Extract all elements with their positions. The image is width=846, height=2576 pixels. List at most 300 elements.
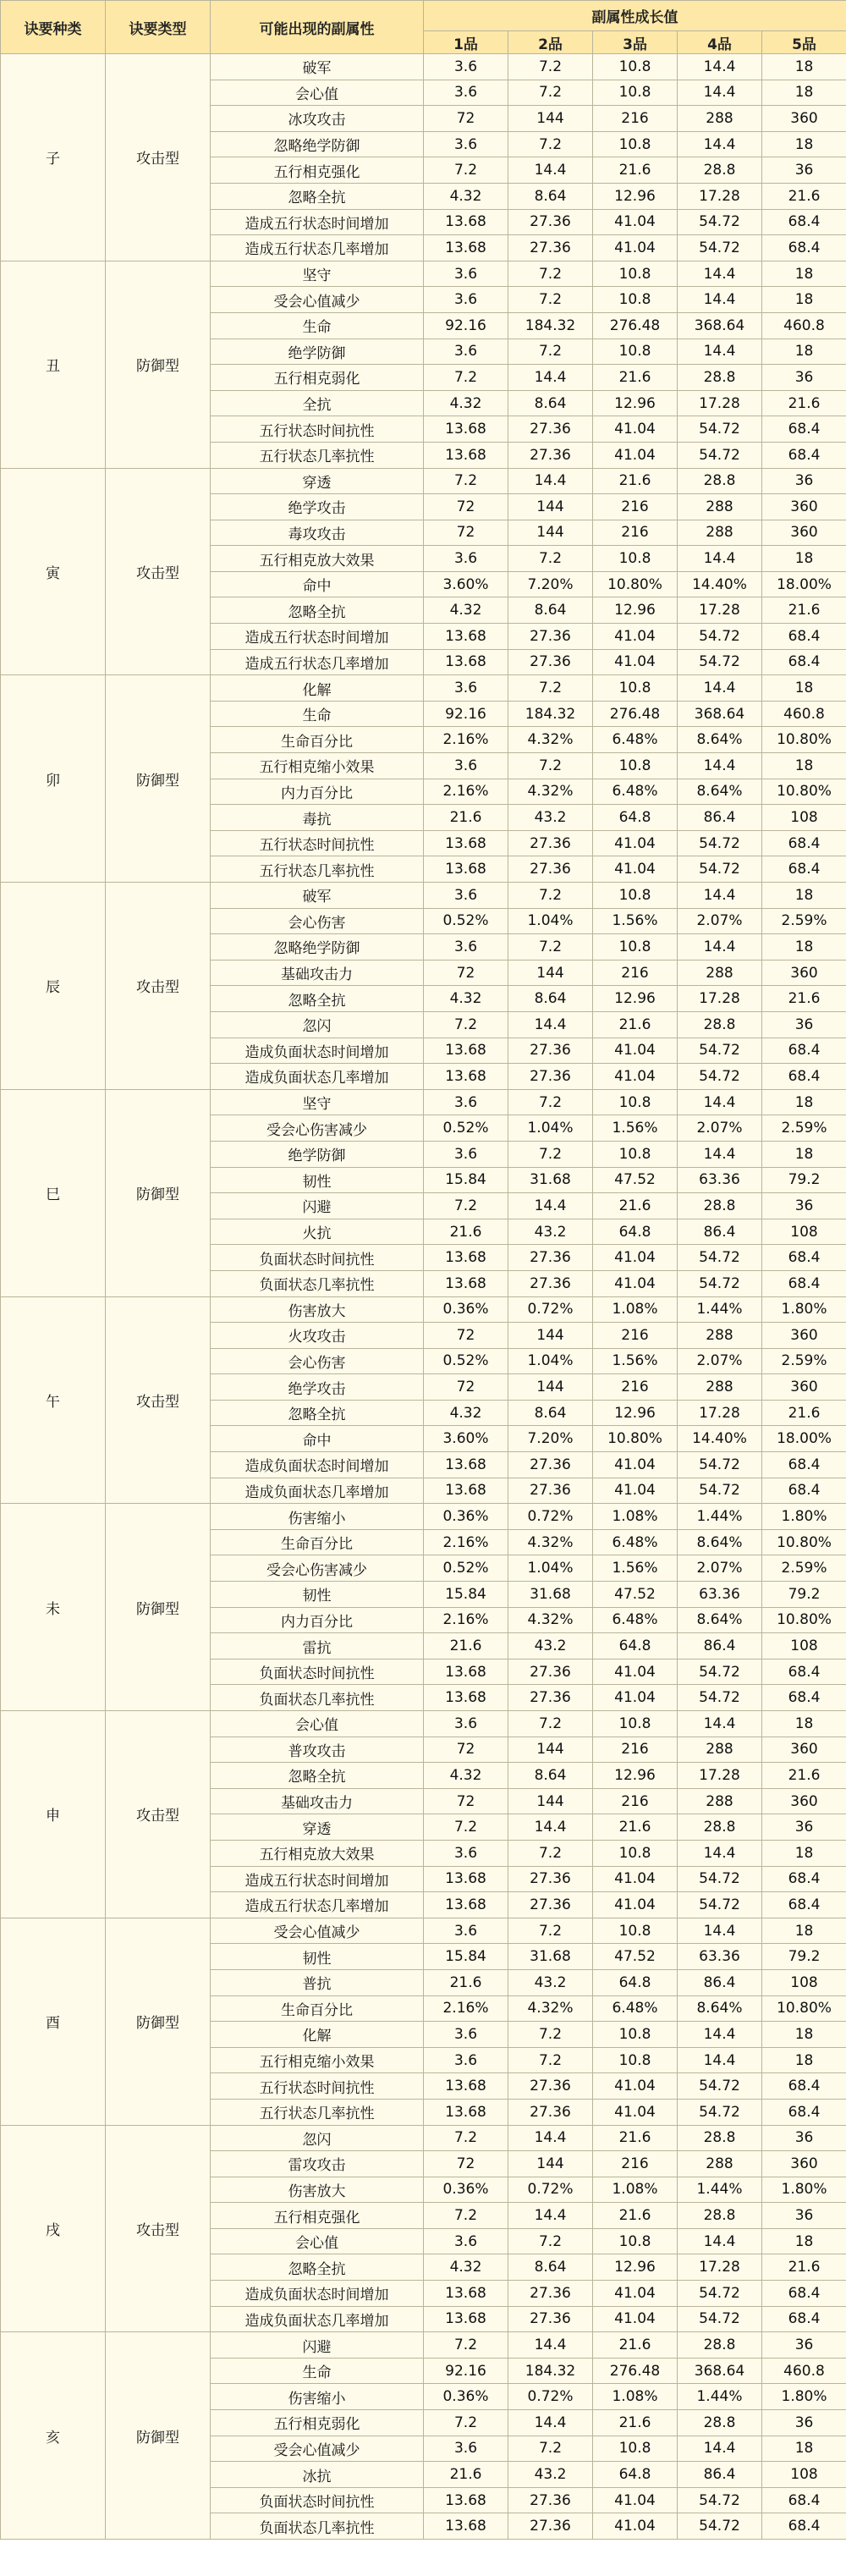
table-row — [1, 2125, 846, 2151]
attribute-name: 忽略全抗 — [211, 183, 424, 209]
growth-value: 18 — [762, 883, 846, 909]
attribute-name: 闪避 — [211, 2332, 424, 2359]
growth-value: 17.28 — [678, 390, 762, 416]
growth-value: 1.04% — [508, 1348, 593, 1374]
growth-value: 13.68 — [424, 442, 508, 468]
growth-value: 12.96 — [593, 390, 678, 416]
growth-value: 72 — [424, 960, 508, 986]
growth-value: 43.2 — [508, 805, 593, 831]
growth-value: 216 — [593, 1737, 678, 1763]
growth-value: 1.56% — [593, 1555, 678, 1582]
growth-value: 12.96 — [593, 1400, 678, 1426]
growth-value: 10.8 — [593, 2228, 678, 2254]
growth-value: 8.64% — [678, 1995, 762, 2022]
growth-value: 27.36 — [508, 1038, 593, 1064]
growth-value: 21.6 — [424, 1633, 508, 1660]
header-grade: 5品 — [762, 31, 846, 54]
group-kind: 寅 — [1, 468, 106, 675]
growth-value: 41.04 — [593, 1038, 678, 1064]
growth-value: 27.36 — [508, 2487, 593, 2513]
growth-value: 14.4 — [508, 2332, 593, 2359]
growth-value: 3.6 — [424, 131, 508, 157]
attribute-name: 忽略绝学防御 — [211, 934, 424, 960]
growth-value: 21.6 — [593, 2410, 678, 2436]
growth-value: 144 — [508, 106, 593, 132]
growth-value: 28.8 — [678, 365, 762, 391]
attribute-name: 造成五行状态时间增加 — [211, 1866, 424, 1892]
growth-value: 27.36 — [508, 2073, 593, 2100]
growth-value: 13.68 — [424, 1478, 508, 1504]
growth-value: 460.8 — [762, 312, 846, 339]
growth-value: 54.72 — [678, 1245, 762, 1271]
growth-value: 27.36 — [508, 209, 593, 235]
growth-value: 13.68 — [424, 1892, 508, 1918]
attribute-name: 生命 — [211, 701, 424, 727]
growth-value: 54.72 — [678, 1892, 762, 1918]
growth-value: 54.72 — [678, 830, 762, 856]
growth-value: 3.6 — [424, 675, 508, 702]
growth-value: 1.04% — [508, 1555, 593, 1582]
growth-value: 13.68 — [424, 2306, 508, 2332]
attribute-name: 造成负面状态几率增加 — [211, 1478, 424, 1504]
attribute-name: 破军 — [211, 54, 424, 80]
growth-value: 1.44% — [678, 1296, 762, 1323]
growth-value: 54.72 — [678, 1659, 762, 1685]
growth-value: 21.6 — [762, 1763, 846, 1789]
growth-value: 36 — [762, 1814, 846, 1841]
growth-value: 54.72 — [678, 1064, 762, 1090]
growth-value: 41.04 — [593, 209, 678, 235]
growth-value: 3.6 — [424, 2022, 508, 2048]
growth-value: 54.72 — [678, 1478, 762, 1504]
growth-value: 10.8 — [593, 2436, 678, 2462]
growth-value: 0.52% — [424, 908, 508, 934]
growth-value: 10.8 — [593, 675, 678, 702]
growth-value: 47.52 — [593, 1582, 678, 1608]
attribute-name: 绝学防御 — [211, 339, 424, 365]
growth-value: 18 — [762, 753, 846, 779]
growth-value: 54.72 — [678, 1866, 762, 1892]
growth-value: 216 — [593, 2151, 678, 2177]
attribute-name: 坚守 — [211, 1089, 424, 1115]
growth-value: 8.64% — [678, 727, 762, 753]
attribute-name: 造成五行状态几率增加 — [211, 1892, 424, 1918]
group-kind: 酉 — [1, 1918, 106, 2125]
growth-value: 43.2 — [508, 1219, 593, 1245]
growth-value: 10.80% — [762, 1529, 846, 1555]
group-type: 攻击型 — [106, 883, 211, 1090]
growth-value: 21.6 — [762, 2254, 846, 2281]
header-growth: 副属性成长值 — [424, 1, 846, 31]
header-kind: 诀要种类 — [1, 1, 106, 54]
growth-value: 144 — [508, 520, 593, 546]
growth-value: 68.4 — [762, 235, 846, 261]
growth-value: 8.64% — [678, 779, 762, 805]
growth-value: 14.4 — [508, 365, 593, 391]
growth-value: 13.68 — [424, 1038, 508, 1064]
growth-value: 14.4 — [678, 1840, 762, 1866]
attribute-name: 受会心伤害减少 — [211, 1115, 424, 1142]
growth-value: 17.28 — [678, 1400, 762, 1426]
growth-value: 41.04 — [593, 2099, 678, 2125]
growth-value: 13.68 — [424, 2487, 508, 2513]
growth-value: 10.80% — [762, 1607, 846, 1633]
attribute-name: 韧性 — [211, 1944, 424, 1970]
growth-value: 72 — [424, 520, 508, 546]
growth-value: 4.32 — [424, 390, 508, 416]
growth-value: 144 — [508, 1737, 593, 1763]
growth-value: 68.4 — [762, 2281, 846, 2307]
growth-value: 27.36 — [508, 1478, 593, 1504]
growth-value: 13.68 — [424, 1245, 508, 1271]
growth-value: 7.2 — [508, 1141, 593, 1167]
growth-value: 288 — [678, 1323, 762, 1349]
growth-value: 21.6 — [424, 805, 508, 831]
growth-value: 184.32 — [508, 312, 593, 339]
attribute-name: 会心伤害 — [211, 908, 424, 934]
growth-value: 21.6 — [424, 2462, 508, 2488]
growth-value: 68.4 — [762, 1452, 846, 1478]
growth-value: 108 — [762, 1969, 846, 1995]
growth-value: 28.8 — [678, 2332, 762, 2359]
growth-value: 72 — [424, 1374, 508, 1401]
growth-value: 27.36 — [508, 1659, 593, 1685]
header-grade: 2品 — [508, 31, 593, 54]
growth-value: 13.68 — [424, 649, 508, 675]
header-grade: 4品 — [678, 31, 762, 54]
growth-value: 0.36% — [424, 2384, 508, 2410]
growth-value: 54.72 — [678, 2306, 762, 2332]
growth-value: 108 — [762, 1219, 846, 1245]
growth-value: 54.72 — [678, 1685, 762, 1711]
growth-value: 1.56% — [593, 908, 678, 934]
growth-value: 8.64 — [508, 597, 593, 624]
growth-value: 18 — [762, 1141, 846, 1167]
attribute-name: 忽略绝学防御 — [211, 131, 424, 157]
growth-value: 7.2 — [424, 468, 508, 494]
growth-value: 13.68 — [424, 1270, 508, 1296]
growth-value: 7.2 — [424, 2332, 508, 2359]
growth-value: 54.72 — [678, 235, 762, 261]
growth-value: 18 — [762, 54, 846, 80]
growth-value: 14.4 — [678, 80, 762, 106]
attribute-name: 五行相克弱化 — [211, 2410, 424, 2436]
growth-value: 10.8 — [593, 1089, 678, 1115]
growth-value: 21.6 — [593, 2125, 678, 2151]
attribute-name: 造成五行状态几率增加 — [211, 649, 424, 675]
header-attr: 可能出现的副属性 — [211, 1, 424, 54]
growth-value: 2.59% — [762, 908, 846, 934]
growth-value: 3.6 — [424, 753, 508, 779]
growth-value: 86.4 — [678, 2462, 762, 2488]
growth-value: 10.8 — [593, 131, 678, 157]
growth-value: 7.2 — [508, 883, 593, 909]
growth-value: 14.4 — [678, 2022, 762, 2048]
growth-value: 7.2 — [508, 131, 593, 157]
growth-value: 27.36 — [508, 1892, 593, 1918]
growth-value: 92.16 — [424, 701, 508, 727]
growth-value: 13.68 — [424, 1866, 508, 1892]
growth-value: 1.56% — [593, 1115, 678, 1142]
growth-value: 68.4 — [762, 2099, 846, 2125]
growth-value: 36 — [762, 157, 846, 184]
growth-value: 276.48 — [593, 312, 678, 339]
growth-value: 13.68 — [424, 830, 508, 856]
attribute-name: 造成负面状态几率增加 — [211, 2306, 424, 2332]
growth-value: 21.6 — [593, 468, 678, 494]
growth-value: 18 — [762, 287, 846, 313]
attribute-name: 雷抗 — [211, 1633, 424, 1660]
growth-value: 360 — [762, 2151, 846, 2177]
growth-value: 14.4 — [678, 131, 762, 157]
growth-value: 27.36 — [508, 2099, 593, 2125]
growth-value: 288 — [678, 2151, 762, 2177]
growth-value: 41.04 — [593, 2281, 678, 2307]
growth-value: 4.32 — [424, 183, 508, 209]
growth-value: 7.2 — [508, 54, 593, 80]
growth-value: 10.8 — [593, 1711, 678, 1737]
attribute-name: 生命百分比 — [211, 1995, 424, 2022]
group-kind: 丑 — [1, 261, 106, 468]
attribute-name: 受会心值减少 — [211, 2436, 424, 2462]
growth-value: 1.08% — [593, 1296, 678, 1323]
group-type: 攻击型 — [106, 1296, 211, 1504]
attribute-name: 绝学攻击 — [211, 494, 424, 520]
growth-value: 14.4 — [678, 1141, 762, 1167]
growth-value: 360 — [762, 106, 846, 132]
growth-value: 108 — [762, 805, 846, 831]
group-kind: 卯 — [1, 675, 106, 883]
growth-value: 28.8 — [678, 1814, 762, 1841]
growth-value: 144 — [508, 1788, 593, 1814]
growth-value: 1.56% — [593, 1348, 678, 1374]
attribute-name: 绝学攻击 — [211, 1374, 424, 1401]
growth-value: 41.04 — [593, 649, 678, 675]
growth-value: 27.36 — [508, 1270, 593, 1296]
growth-value: 288 — [678, 1737, 762, 1763]
growth-value: 36 — [762, 2332, 846, 2359]
growth-value: 41.04 — [593, 1659, 678, 1685]
growth-value: 2.07% — [678, 1348, 762, 1374]
group-type: 攻击型 — [106, 468, 211, 675]
growth-value: 64.8 — [593, 805, 678, 831]
growth-value: 68.4 — [762, 649, 846, 675]
attribute-name: 受会心伤害减少 — [211, 1555, 424, 1582]
growth-value: 2.59% — [762, 1348, 846, 1374]
table-row — [1, 468, 846, 494]
growth-value: 3.6 — [424, 339, 508, 365]
growth-value: 10.8 — [593, 934, 678, 960]
group-type: 攻击型 — [106, 1711, 211, 1918]
growth-value: 10.8 — [593, 1918, 678, 1944]
growth-value: 7.20% — [508, 1426, 593, 1452]
growth-value: 8.64 — [508, 183, 593, 209]
growth-value: 14.4 — [508, 2125, 593, 2151]
attribute-name: 生命 — [211, 312, 424, 339]
growth-value: 64.8 — [593, 1219, 678, 1245]
growth-value: 14.4 — [508, 157, 593, 184]
growth-value: 3.6 — [424, 2436, 508, 2462]
growth-value: 0.72% — [508, 1296, 593, 1323]
attribute-name: 忽闪 — [211, 2125, 424, 2151]
growth-value: 10.8 — [593, 546, 678, 572]
growth-value: 21.6 — [762, 390, 846, 416]
growth-value: 41.04 — [593, 2306, 678, 2332]
growth-value: 12.96 — [593, 1763, 678, 1789]
attribute-name: 造成五行状态几率增加 — [211, 235, 424, 261]
growth-value: 1.08% — [593, 1504, 678, 1530]
growth-value: 41.04 — [593, 624, 678, 650]
growth-value: 68.4 — [762, 1245, 846, 1271]
growth-value: 68.4 — [762, 1270, 846, 1296]
growth-value: 54.72 — [678, 856, 762, 883]
growth-value: 360 — [762, 1788, 846, 1814]
growth-value: 18 — [762, 675, 846, 702]
group-type: 防御型 — [106, 1504, 211, 1711]
growth-value: 14.4 — [508, 468, 593, 494]
attribute-name: 五行相克放大效果 — [211, 1840, 424, 1866]
growth-value: 3.6 — [424, 261, 508, 287]
growth-value: 2.16% — [424, 1995, 508, 2022]
growth-value: 17.28 — [678, 597, 762, 624]
growth-value: 2.16% — [424, 779, 508, 805]
growth-value: 18 — [762, 1918, 846, 1944]
growth-value: 216 — [593, 106, 678, 132]
growth-value: 28.8 — [678, 468, 762, 494]
attribute-name: 负面状态几率抗性 — [211, 1685, 424, 1711]
growth-value: 54.72 — [678, 1452, 762, 1478]
growth-value: 18 — [762, 546, 846, 572]
attribute-name: 造成负面状态几率增加 — [211, 1064, 424, 1090]
growth-value: 10.80% — [762, 779, 846, 805]
growth-value: 17.28 — [678, 986, 762, 1012]
growth-value: 72 — [424, 494, 508, 520]
growth-value: 79.2 — [762, 1582, 846, 1608]
growth-value: 27.36 — [508, 416, 593, 443]
growth-value: 3.60% — [424, 571, 508, 597]
growth-value: 18 — [762, 934, 846, 960]
growth-value: 7.2 — [424, 157, 508, 184]
growth-value: 27.36 — [508, 2306, 593, 2332]
attribute-name: 毒攻攻击 — [211, 520, 424, 546]
growth-value: 3.60% — [424, 1426, 508, 1452]
group-type: 防御型 — [106, 1089, 211, 1296]
growth-value: 21.6 — [593, 1011, 678, 1038]
attribute-name: 火抗 — [211, 1219, 424, 1245]
attribute-name: 五行状态几率抗性 — [211, 856, 424, 883]
growth-value: 18 — [762, 1711, 846, 1737]
growth-value: 14.4 — [678, 546, 762, 572]
growth-value: 18.00% — [762, 1426, 846, 1452]
growth-value: 36 — [762, 2410, 846, 2436]
attribute-name: 生命 — [211, 2358, 424, 2384]
growth-value: 1.80% — [762, 2384, 846, 2410]
growth-value: 7.2 — [424, 1193, 508, 1219]
growth-value: 7.2 — [424, 1814, 508, 1841]
attribute-name: 五行相克缩小效果 — [211, 753, 424, 779]
attribute-name: 绝学防御 — [211, 1141, 424, 1167]
growth-value: 28.8 — [678, 2125, 762, 2151]
group-kind: 巳 — [1, 1089, 106, 1296]
growth-value: 14.4 — [508, 2410, 593, 2436]
growth-value: 72 — [424, 1788, 508, 1814]
growth-value: 28.8 — [678, 157, 762, 184]
growth-value: 8.64 — [508, 1763, 593, 1789]
growth-value: 68.4 — [762, 1892, 846, 1918]
growth-value: 368.64 — [678, 701, 762, 727]
growth-value: 360 — [762, 960, 846, 986]
attribute-name: 化解 — [211, 2022, 424, 2048]
attribute-name: 内力百分比 — [211, 779, 424, 805]
attribute-name: 伤害缩小 — [211, 1504, 424, 1530]
growth-value: 27.36 — [508, 624, 593, 650]
growth-value: 288 — [678, 106, 762, 132]
growth-value: 21.6 — [593, 1814, 678, 1841]
growth-value: 54.72 — [678, 2513, 762, 2540]
attribute-name: 普抗 — [211, 1969, 424, 1995]
header-type: 诀要类型 — [106, 1, 211, 54]
group-type: 攻击型 — [106, 2125, 211, 2332]
attribute-name: 忽略全抗 — [211, 597, 424, 624]
growth-value: 41.04 — [593, 1064, 678, 1090]
growth-value: 288 — [678, 494, 762, 520]
growth-value: 92.16 — [424, 312, 508, 339]
growth-value: 7.2 — [424, 2203, 508, 2229]
table-row — [1, 1711, 846, 1737]
attribute-name: 冰抗 — [211, 2462, 424, 2488]
growth-value: 64.8 — [593, 1969, 678, 1995]
growth-value: 10.8 — [593, 339, 678, 365]
growth-value: 21.6 — [424, 1969, 508, 1995]
attribute-name: 五行状态时间抗性 — [211, 830, 424, 856]
growth-value: 0.36% — [424, 2177, 508, 2203]
growth-value: 13.68 — [424, 2281, 508, 2307]
attribute-name: 忽略全抗 — [211, 1763, 424, 1789]
attribute-name: 造成负面状态时间增加 — [211, 1038, 424, 1064]
attribute-name: 造成五行状态时间增加 — [211, 209, 424, 235]
attribute-name: 五行状态几率抗性 — [211, 442, 424, 468]
growth-value: 43.2 — [508, 2462, 593, 2488]
attribute-name: 负面状态时间抗性 — [211, 1659, 424, 1685]
growth-value: 21.6 — [762, 1400, 846, 1426]
attribute-name: 内力百分比 — [211, 1607, 424, 1633]
growth-value: 4.32 — [424, 986, 508, 1012]
growth-value: 144 — [508, 1323, 593, 1349]
growth-value: 27.36 — [508, 649, 593, 675]
attribute-name: 忽略全抗 — [211, 1400, 424, 1426]
growth-value: 3.6 — [424, 883, 508, 909]
growth-value: 18 — [762, 2436, 846, 2462]
growth-value: 14.4 — [508, 1814, 593, 1841]
growth-value: 79.2 — [762, 1944, 846, 1970]
growth-value: 47.52 — [593, 1167, 678, 1193]
growth-value: 17.28 — [678, 1763, 762, 1789]
growth-value: 2.16% — [424, 1529, 508, 1555]
growth-value: 360 — [762, 520, 846, 546]
growth-value: 18 — [762, 2228, 846, 2254]
attribute-name: 命中 — [211, 1426, 424, 1452]
growth-value: 4.32 — [424, 1400, 508, 1426]
growth-value: 86.4 — [678, 1633, 762, 1660]
growth-value: 108 — [762, 1633, 846, 1660]
growth-value: 92.16 — [424, 2358, 508, 2384]
growth-value: 0.72% — [508, 1504, 593, 1530]
growth-value: 0.36% — [424, 1504, 508, 1530]
growth-value: 4.32% — [508, 779, 593, 805]
growth-value: 3.6 — [424, 2047, 508, 2073]
growth-value: 36 — [762, 468, 846, 494]
growth-value: 54.72 — [678, 2073, 762, 2100]
